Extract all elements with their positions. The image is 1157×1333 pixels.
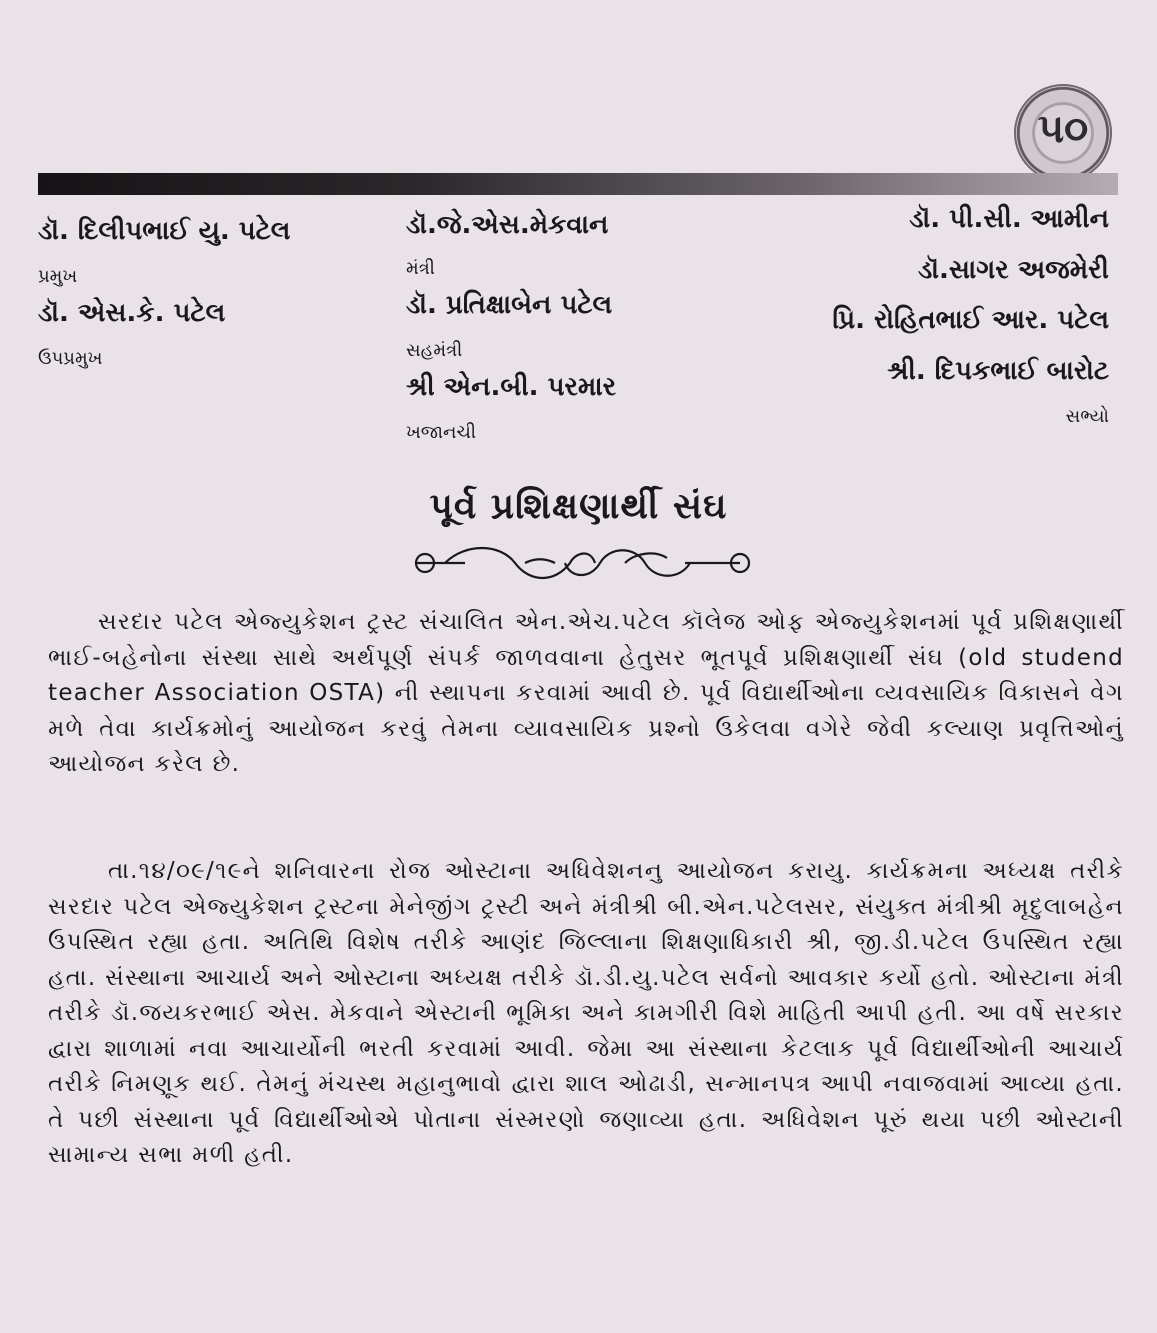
officer-name-joint-secretary: ડૉ. પ્રતિક્ષાબેન પટેલ [406,290,613,320]
officer-role-joint-secretary: સહમંત્રી [406,340,463,361]
paragraph-event: તા.૧૪/૦૯/૧૯ને શનિવારના રોજ ઓસ્ટાના અધિવેશનનુ આયોજન કરાયુ. કાર્યક્રમના અધ્યક્ષ તરીકે સરદાર પટેલ એજ્યુકેશન ટ્રસ્ટના મેનેજીંગ ટ્રસ્ટી અને મંત્રીશ્રી બી.એન.પટેલસર, સંયુક્ત મંત્રીશ્રી મૃદુલાબહેન ઉપસ્થિત રહ્યા હતા. અતિથિ વિશેષ તરીકે આણંદ જિલ્લાના શિક્ષણાધિકારી શ્રી, જી.ડી.પટેલ ઉપસ્થિત રહ્યા હતા. સંસ્થાના આચાર્ય અને ઓસ્ટાના અધ્યક્ષ તરીકે ડૉ.ડી.યુ.પટેલ સર્વનો આવકાર કર્યો હતો. ઓસ્ટાના મંત્રી તરીકે ડૉ.જયકરભાઈ એસ. મેકવાને એસ્ટાની ભૂમિકા અને કામગીરી વિશે માહિતી આપી હતી. આ વર્ષે સરકાર દ્વારા શાળામાં નવા આચાર્યોની ભરતી કરવામાં આવી. જેમા આ સંસ્થાના કેટલાક પૂર્વ વિદ્યાર્થીઓની આચાર્ય તરીકે નિમણૂક થઈ. તેમનું મંચસ્થ મહાનુભાવો દ્વારા શાલ ઓઢાડી, સન્માનપત્ર આપી નવાજવામાં આવ્યા હતા. તે પછી સંસ્થાના પૂર્વ વિદ્યાર્થીઓએ પોતાના સંસ્મરણો જણાવ્યા હતા. અધિવેશન પૂરું થયા પછી ઓસ્ટાની સામાન્ય સભા મળી હતી. [48,858,1124,1168]
golden-jubilee-logo [1014,84,1112,182]
member-name-1: ડૉ. પી.સી. આમીન [909,204,1109,234]
header-bar [38,173,1118,195]
officer-name-treasurer: શ્રી એન.બી. પરમાર [406,372,617,402]
member-name-2: ડૉ.સાગર અજમેરી [917,255,1109,285]
officer-name-vice-president: ડૉ. એસ.કે. પટેલ [38,298,226,328]
officer-role-vice-president: ઉપપ્રમુખ [38,348,103,369]
logo-number: ૫૦ [1037,106,1089,152]
officer-role-treasurer: ખજાનચી [406,422,477,443]
officer-name-secretary: ડૉ.જે.એસ.મેકવાન [406,210,609,240]
section-title: પૂર્વ પ્રશિક્ષણાર્થી સંઘ [429,486,728,527]
officer-role-secretary: મંત્રી [406,258,435,279]
decorative-flourish [405,538,755,588]
member-name-4: શ્રી. દિપકભાઈ બારોટ [887,356,1109,386]
officer-name-president: ડૉ. દિલીપભાઈ યુ. પટેલ [38,216,291,246]
member-name-3: પ્રિ. રોહિતભાઈ આર. પટેલ [832,305,1109,335]
officer-role-president: પ્રમુખ [38,266,78,287]
paragraph-intro: સરદાર પટેલ એજ્યુકેશન ટ્રસ્ટ સંચાલિત એન.એચ.પટેલ કૉલેજ ઓફ એજ્યુકેશનમાં પૂર્વ પ્રશિક્ષણાર્થી ભાઈ-બહેનોના સંસ્થા સાથે અર્થપૂર્ણ સંપર્ક જાળવવાના હેતુસર ભૂતપૂર્વ પ્રશિક્ષણાર્થી સંઘ (old studend teacher Association OSTA) ની સ્થાપના કરવામાં આવી છે. પૂર્વ વિદ્યાર્થીઓના વ્યવસાયિક વિકાસને વેગ મળે તેવા કાર્યક્રમોનું આયોજન કરવું તેમના વ્યાવસાયિક પ્રશ્નો ઉકેલવા વગેરે જેવી કલ્યાણ પ્રવૃત્તિઓનું આયોજન કરેલ છે. [48,609,1124,777]
members-role: સભ્યો [1065,406,1109,427]
